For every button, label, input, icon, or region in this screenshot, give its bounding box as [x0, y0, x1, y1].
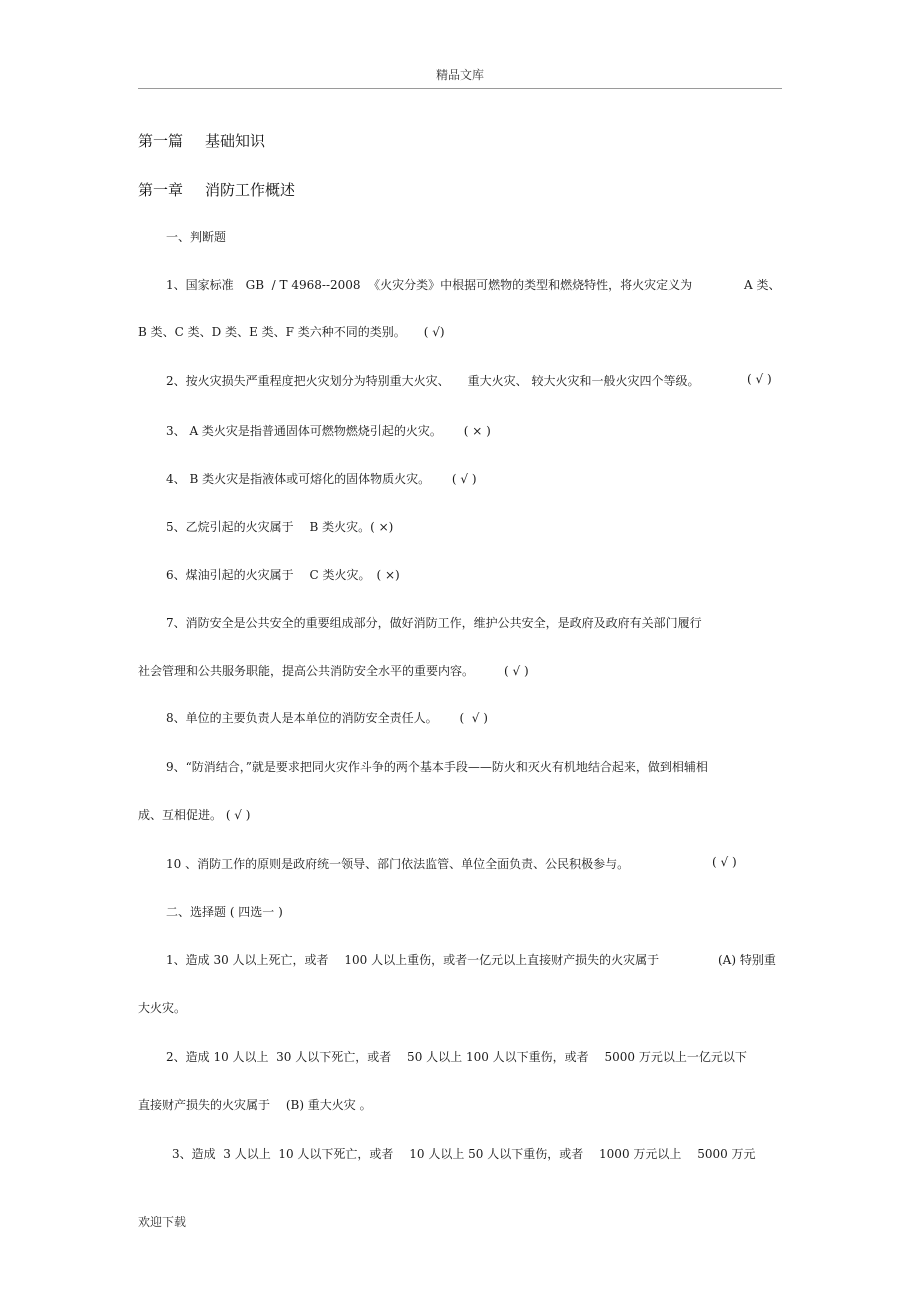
c1-line2: 大火灾。 — [138, 1001, 187, 1015]
q1-line1: 1、国家标准 GB / T 4968--2008 《火灾分类》中根据可燃物的类型和燃烧特性，将火灾定义为 — [166, 278, 693, 292]
c1-line1-tail: (A) 特别重 — [718, 953, 776, 967]
q3: 3、 A 类火灾是指普通固体可燃物燃烧引起的火灾。 ( × ) — [166, 424, 491, 438]
part-heading — [138, 130, 265, 151]
chapter-number: 第一章 — [138, 181, 184, 199]
q6: 6、煤油引起的火灾属于 C 类火灾。 ( ×) — [166, 568, 400, 582]
c2-line2: 直接财产损失的火灾属于 (B) 重大火灾 。 — [138, 1098, 372, 1112]
q8: 8、单位的主要负责人是本单位的消防安全责任人。 ( √ ) — [166, 711, 488, 725]
page-header: 精品文库 — [435, 68, 484, 82]
part-number: 第一篇 — [138, 132, 184, 150]
chapter-title: 消防工作概述 — [205, 181, 296, 199]
q1-line1-tail: A 类、 — [744, 278, 781, 292]
q10-answer: ( √ ) — [712, 855, 737, 869]
q5: 5、乙烷引起的火灾属于 B 类火灾。( ×) — [166, 520, 394, 534]
q9-line1: 9、“防消结合，”就是要求把同火灾作斗争的两个基本手段——防火和灭火有机地结合起来，做到相辅相 — [166, 760, 708, 774]
chapter-heading — [138, 179, 295, 200]
q2-line1: 2、按火灾损失严重程度把火灾划分为特别重大火灾、 重大火灾、 较大火灾和一般火灾四个等级。 — [166, 374, 700, 388]
section-title-choice: 二、选择题 ( 四选一 ) — [166, 905, 283, 919]
q7-line1: 7、消防安全是公共安全的重要组成部分，做好消防工作，维护公共安全，是政府及政府有关部门履行 — [166, 616, 702, 630]
c2-line1: 2、造成 10 人以上 30 人以下死亡，或者 50 人以上 100 人以下重伤，或者 5000 万元以上一亿元以下 — [166, 1050, 747, 1064]
q1-line2: B 类、C 类、D 类、E 类、F 类六种不同的类别。 ( √) — [138, 325, 445, 339]
page-footer: 欢迎下载 — [138, 1215, 187, 1229]
c1-line1: 1、造成 30 人以上死亡，或者 100 人以上重伤，或者一亿元以上直接财产损失的火灾属于 — [166, 953, 660, 967]
c3-line1: 3、造成 3 人以上 10 人以下死亡，或者 10 人以上 50 人以下重伤，或者 1000 万元以上 5000 万元 — [172, 1147, 756, 1161]
q9-line2: 成、互相促进。 ( √ ) — [138, 808, 251, 822]
part-title: 基础知识 — [205, 132, 266, 150]
header-divider — [138, 88, 782, 89]
q4: 4、 B 类火灾是指液体或可熔化的固体物质火灾。 ( √ ) — [166, 472, 477, 486]
q2-answer: ( √ ) — [747, 372, 772, 386]
section-title-true-false: 一、判断题 — [166, 230, 227, 244]
q7-line2: 社会管理和公共服务职能，提高公共消防安全水平的重要内容。 ( √ ) — [138, 664, 529, 678]
q10: 10 、消防工作的原则是政府统一领导、部门依法监管、单位全面负责、公民积极参与。 — [166, 857, 630, 871]
